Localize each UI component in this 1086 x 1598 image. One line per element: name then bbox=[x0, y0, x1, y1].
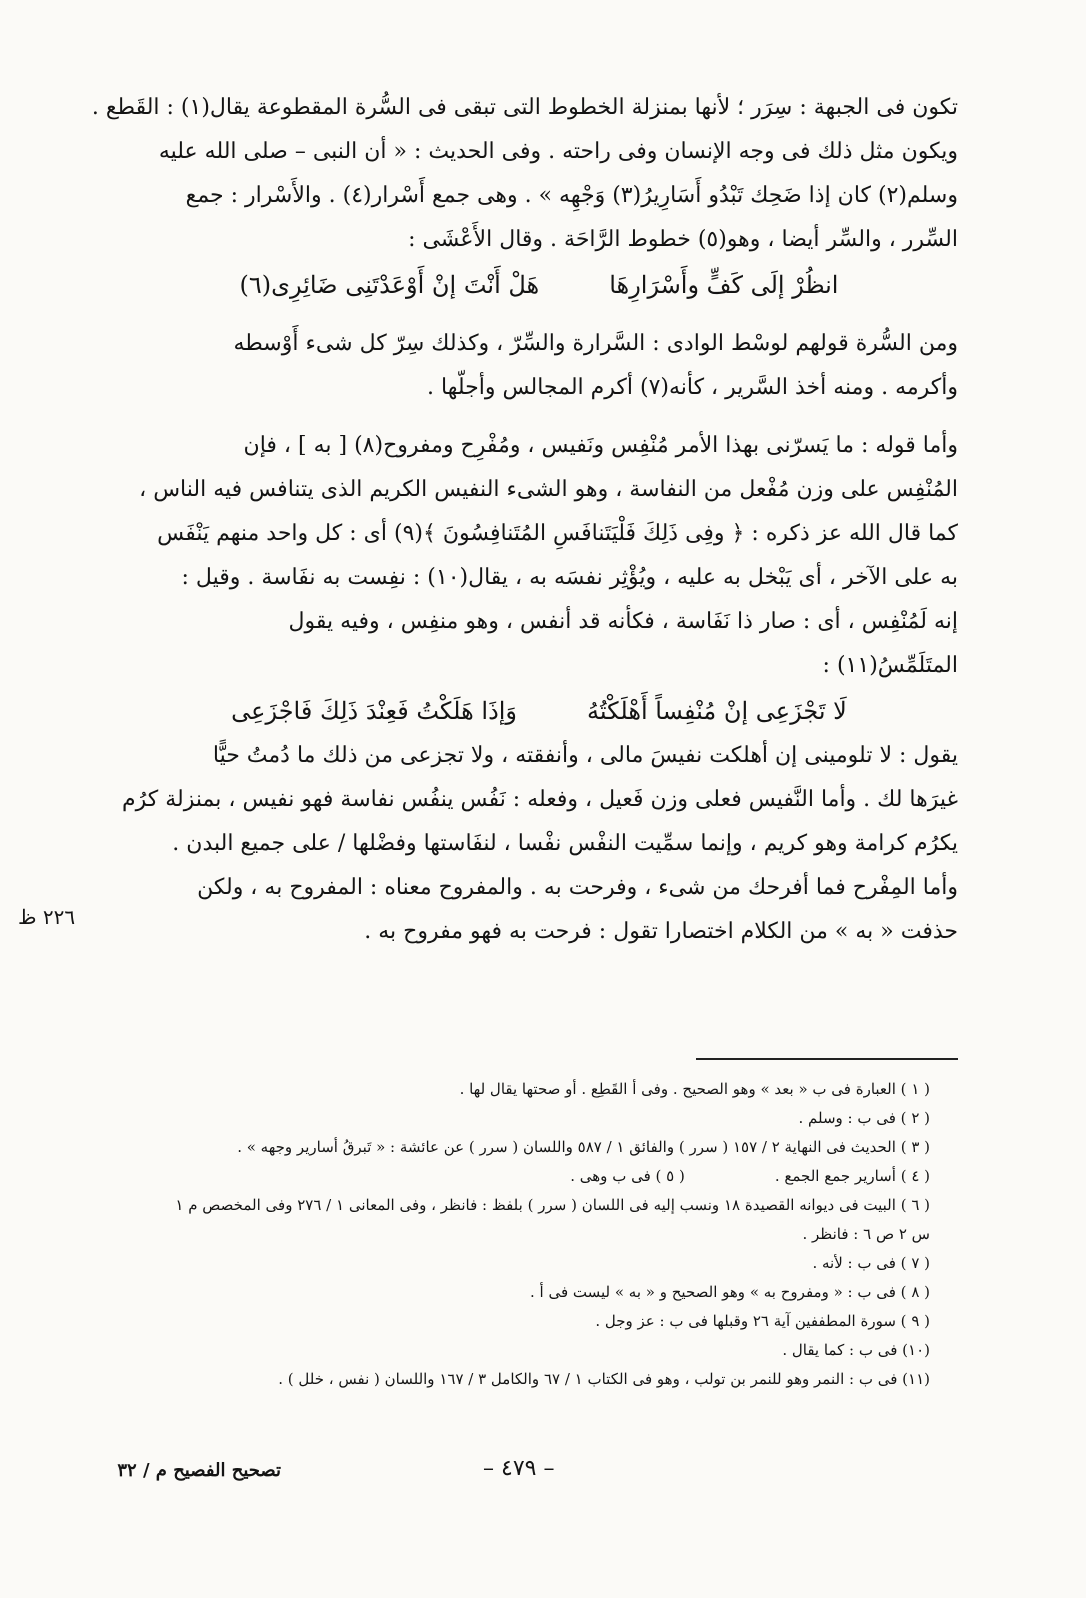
book-signature: تصحيح الفصيح م / ٣٢ bbox=[117, 1460, 281, 1481]
footnote-item: ( ٨ ) فى ب : « ومفروح به » وهو الصحيح و « به » ليست فى أ . bbox=[529, 1283, 930, 1301]
footnotes bbox=[120, 1075, 930, 1394]
footnote-continuation: س ٢ ص ٦ : فانظر . bbox=[802, 1225, 930, 1243]
footnote-item: ( ٥ ) فى ب وهى . bbox=[570, 1167, 685, 1185]
verse-first-hemistich: انظُرْ إلَى كَفٍّ وأَسْرَارِهَا bbox=[609, 271, 839, 299]
verse-second-hemistich: هَلْ أَنْتَ إنْ أَوْعَدْتَنِى ضَائِرِى(٦) bbox=[239, 271, 540, 299]
text-line: تكون فى الجبهة : سِرَر ؛ لأنها بمنزلة الخطوط التى تبقى فى السُّرة المقطوعة يقال(١) : القَطع . bbox=[91, 95, 958, 120]
text-line: وأما المِفْرح فما أفرحك من شىء ، وفرحت به . والمفروح معناه : المفروح به ، ولكن bbox=[197, 875, 958, 900]
footnote-separator bbox=[696, 1058, 958, 1060]
text-line: وأكرمه . ومنه أخذ السَّرير ، كأنه(٧) أكرم المجالس وأجلّها . bbox=[427, 375, 958, 400]
text-line: ويكون مثل ذلك فى وجه الإنسان وفى راحته . وفى الحديث : « أن النبى – صلى الله عليه bbox=[158, 139, 958, 164]
text-line: به على الآخر ، أى يَبْخل به عليه ، ويُؤْثِر نفسَه به ، يقال(١٠) : نفِست به نفَاسة . وقيل : bbox=[181, 565, 958, 590]
footnote-item: ( ٣ ) الحديث فى النهاية ٢ / ١٥٧ ( سرر ) والفائق ١ / ٥٨٧ واللسان ( سرر ) عن عائشة : « تَبرقُ أسارير وجهه » . bbox=[237, 1138, 930, 1156]
manuscript-folio-marker: ٢٢٦ ظ bbox=[18, 905, 76, 929]
text-line: غيرَها لك . وأما النَّفيس فعلى وزن فَعيل ، وفعله : نَفُس ينفُس نفاسة فهو نفيس ، بمنزلة كرُم bbox=[122, 787, 958, 812]
main-text bbox=[91, 86, 958, 954]
text-line: المُنْفِس على وزن مُفْعل من النفاسة ، وهو الشىء النفيس الكريم الذى يتنافس فيه الناس ، bbox=[139, 477, 958, 502]
verse-second-hemistich: وَإذَا هَلَكْتُ فَعِنْدَ ذَلِكَ فَاجْزَعِى bbox=[231, 697, 518, 725]
text-line: حذفت « به » من الكلام اختصارا تقول : فرحت به فهو مفروح به . bbox=[364, 919, 958, 944]
footnote-item: ( ٤ ) أسارير جمع الجمع . bbox=[774, 1167, 930, 1185]
footnote-item: ( ٦ ) البيت فى ديوانه القصيدة ١٨ ونسب إليه فى اللسان ( سرر ) بلفظ : فانظر ، وفى المعانى ١ / ٢٧٦ وفى المخصص م ١ bbox=[175, 1196, 930, 1214]
poetry-verse-1 bbox=[120, 262, 958, 308]
footnote-item: ( ٩ ) سورة المطففين آية ٢٦ وقبلها فى ب : عز وجل . bbox=[595, 1312, 930, 1330]
text-line: المتَلَمِّسُ(١١) : bbox=[822, 653, 958, 678]
paragraph-gap bbox=[120, 410, 958, 424]
paragraph-gap bbox=[120, 308, 958, 322]
text-line: يقول : لا تلومينى إن أهلكت نفيسَ مالى ، وأنفقته ، ولا تجزعى من ذلك ما دُمتُ حيًّا bbox=[212, 743, 958, 768]
footnote-item: ( ٢ ) فى ب : وسلم . bbox=[798, 1109, 930, 1127]
footnote-item: (١٠) فى ب : كما يقال . bbox=[782, 1341, 930, 1359]
text-line: السِّرر ، والسِّر أيضا ، وهو(٥) خطوط الرَّاحَة . وقال الأَعْشَى : bbox=[408, 227, 958, 252]
footnote-item: (١١) فى ب : النمر وهو للنمر بن تولب ، وهو فى الكتاب ١ / ٦٧ والكامل ٣ / ١٦٧ واللسان ( نفس ، خلل ) . bbox=[278, 1370, 930, 1388]
footnote-item: ( ١ ) العبارة فى ب « بعد » وهو الصحيح . وفى أ القَطِع . أو صحتها يقال لها . bbox=[459, 1080, 930, 1098]
verse-first-hemistich: لَا تَجْزَعِى إنْ مُنْفِساً أَهْلَكْتُهُ bbox=[587, 697, 847, 725]
footnote-pair bbox=[120, 1162, 930, 1191]
text-line: إنه لَمُنْفِس ، أى : صار ذا نَفَاسة ، فكأنه قد أنفس ، وهو منفِس ، وفيه يقول bbox=[288, 609, 958, 634]
footnote-item: ( ٧ ) فى ب : لأنه . bbox=[812, 1254, 930, 1272]
text-line: ومن السُّرة قولهم لوسْط الوادى : السَّرارة والسِّرّ ، وكذلك سِرّ كل شىء أَوْسطه bbox=[233, 331, 958, 356]
text-line: وسلم(٢) كان إذا ضَحِك تَبْدُو أَسَارِيرُ(٣) وَجْهِه » . وهى جمع أَسْرار(٤) . والأَسْرار : جمع bbox=[185, 183, 958, 208]
page-number: – ٤٧٩ – bbox=[483, 1456, 555, 1481]
text-line: كما قال الله عز ذكره : ﴿ وفِى ذَلِكَ فَلْيَتَنافَسِ المُتَنافِسُونَ ﴾(٩) أى : كل واحد منهم يَنْفَس bbox=[157, 521, 958, 546]
text-line: يكرُم كرامة وهو كريم ، وإنما سمِّيت النفْس نفْسا ، لنفَاستها وفضْلها / على جميع البدن . bbox=[172, 831, 958, 856]
text-line: وأما قوله : ما يَسرّنى بهذا الأمر مُنْفِس ونَفيس ، ومُفْرِح ومفروح(٨) [ به ] ، فإن bbox=[243, 433, 958, 458]
poetry-verse-2 bbox=[120, 688, 958, 734]
